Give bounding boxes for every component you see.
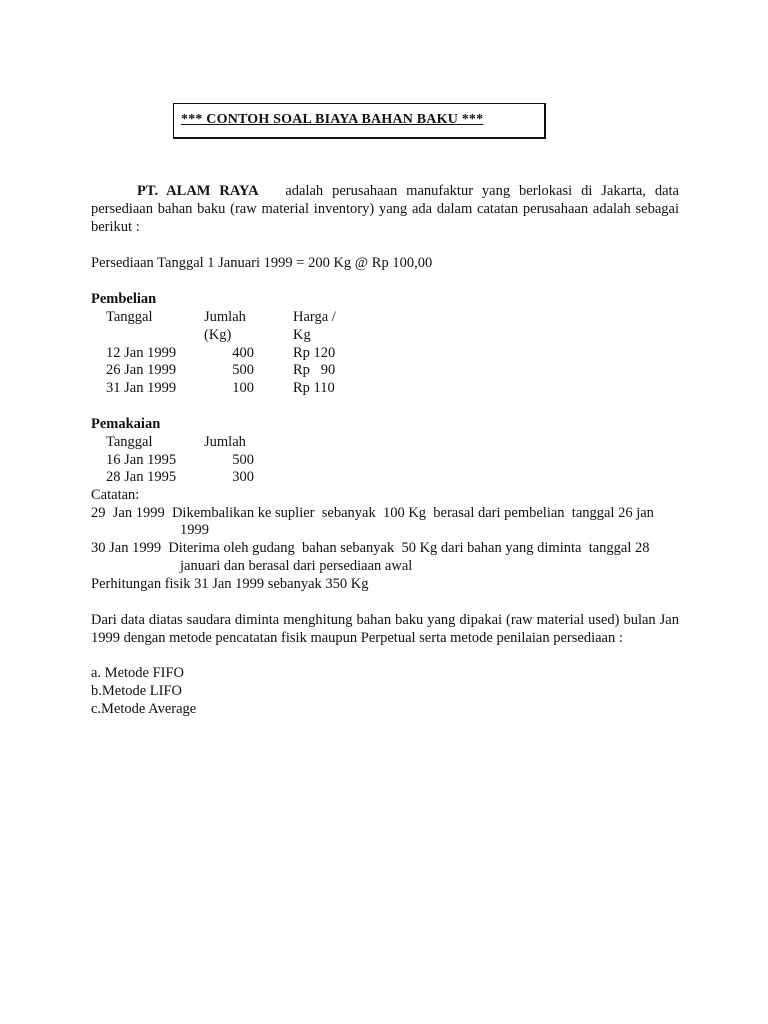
usage-col-qty: Jumlah (204, 434, 246, 450)
usage-row-date: 16 Jan 1995 (106, 452, 177, 468)
purchase-row-date: 12 Jan 1999 (106, 345, 177, 361)
purchase-row-qty: 100 (232, 380, 254, 396)
question-paragraph: Dari data diatas saudara diminta menghitung bahan baku yang dipakai (raw material used) bulan Jan 1999 dengan metode pencatatan fisik maupun Perpetual serta metode penilaian persediaan : (91, 612, 679, 646)
physical-count: Perhitungan fisik 31 Jan 1999 sebanyak 350 Kg (91, 576, 369, 592)
note-2-continued: januari dan berasal dari persediaan awal (180, 558, 413, 574)
opening-stock: Persediaan Tanggal 1 Januari 1999 = 200 Kg @ Rp 100,00 (91, 255, 433, 271)
usage-row-qty: 300 (232, 469, 254, 485)
method-fifo: a. Metode FIFO (91, 665, 185, 681)
usage-row-date: 28 Jan 1995 (106, 469, 177, 485)
note-1: 29 Jan 1999 Dikembalikan ke suplier sebanyak 100 Kg berasal dari pembelian tanggal 26 jan (91, 505, 654, 521)
purchases-col-qty-2: (Kg) (204, 327, 232, 343)
purchase-row-price: Rp 120 (293, 345, 336, 361)
note-1-continued: 1999 (180, 522, 209, 538)
method-lifo: b.Metode LIFO (91, 683, 183, 699)
method-average: c.Metode Average (91, 701, 197, 717)
usage-col-date: Tanggal (106, 434, 153, 450)
usage-row-qty: 500 (232, 452, 254, 468)
purchase-row-date: 31 Jan 1999 (106, 380, 177, 396)
purchase-row-date: 26 Jan 1999 (106, 362, 177, 378)
intro-paragraph (91, 182, 679, 236)
note-2: 30 Jan 1999 Diterima oleh gudang bahan sebanyak 50 Kg dari bahan yang diminta tanggal 28 (91, 540, 650, 556)
purchase-row-qty: 500 (232, 362, 254, 378)
purchases-col-price-2: Kg (293, 327, 311, 343)
purchases-col-price-1: Harga / (293, 309, 336, 325)
purchases-col-qty-1: Jumlah (204, 309, 246, 325)
purchases-col-date: Tanggal (106, 309, 153, 325)
document-title: *** CONTOH SOAL BIAYA BAHAN BAKU *** (181, 112, 484, 127)
intro-text: adalah perusahaan manufaktur yang berlokasi di Jakarta, data persediaan bahan baku (raw material inventory) yang ada dalam catatan perusahaan adalah sebagai berikut : (91, 183, 679, 235)
purchases-heading: Pembelian (91, 291, 157, 307)
notes-label: Catatan: (91, 487, 140, 503)
purchase-row-price: Rp 90 (293, 362, 336, 378)
title-box (173, 103, 546, 139)
usage-heading: Pemakaian (91, 416, 161, 432)
company-name: PT. ALAM RAYA (137, 183, 259, 199)
purchase-row-qty: 400 (232, 345, 254, 361)
purchase-row-price: Rp 110 (293, 380, 335, 396)
